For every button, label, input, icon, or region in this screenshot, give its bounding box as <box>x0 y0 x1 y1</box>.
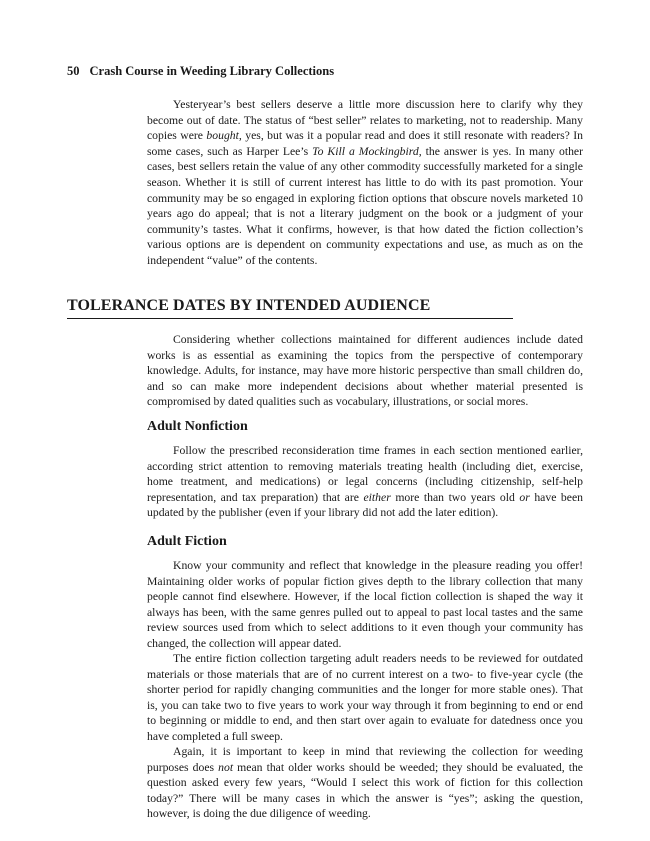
nonfiction-italic-1: either <box>363 490 391 504</box>
intro-text-3: the answer is yes. In many other cases, best sellers retain the value of any other commodity successfully marketed for a single season. Whether it is still of current interest has little to do with its past promotion. Your community may be so engaged in exploring fiction options that obscure novels marketed 10 years ago do appeal; that is not a literary judgment on the book or a judgment of your community’s tastes. What it confirms, however, is that how dated the fiction collection’s various options are is dependent on community expectations and use, as much as on the independent “value” of the contents. <box>147 144 583 267</box>
nonfiction-text-2: more than two years old <box>390 490 520 504</box>
adult-fiction-paragraph-3 <box>147 744 583 822</box>
fiction-italic-3: not <box>218 760 234 774</box>
adult-fiction-paragraph-2 <box>147 651 583 745</box>
subhead-adult-fiction: Adult Fiction <box>147 534 227 549</box>
section-title: TOLERANCE DATES BY INTENDED AUDIENCE <box>67 297 431 314</box>
fiction-text-3b: mean that older works should be weeded; they should be evaluated, the question asked every few years, “Would I select this work of fiction for this collection today?” There will be many cases in which the answer is “yes”; asking the question, however, is doing the due diligence of weeding. <box>147 760 583 821</box>
section-text: Considering whether collections maintained for different audiences include dated works is as essential as examining the topics from the perspective of contemporary knowledge. Adults, for instance, may have more historic perspective than small children do, and so can make more independent decisions about whether material presented is compromised by dated qualities such as vocabulary, illustrations, or social mores. <box>147 333 583 409</box>
fiction-text-2: The entire fiction collection targeting adult readers needs to be reviewed for outdated materials or those materials that are of no current interest on a two- to five-year cycle (the shorter period for rapidly changing communities and the longer for more stable ones). That is, you can take two to five years to work your way through it from beginning to end or end to beginning or middle to end, and then start over again to evaluate for datedness once you have completed a full sweep. <box>147 652 583 743</box>
intro-paragraph <box>147 97 583 269</box>
nonfiction-italic-2: or <box>519 490 530 504</box>
running-head <box>67 64 334 79</box>
intro-text-1: Yesteryear’s best sellers deserve a little more discussion here to clarify why they become out of date. The status of “best seller” relates to marketing, not to readership. Many copies were <box>147 98 583 143</box>
intro-italic-1: bought, <box>206 129 242 143</box>
fiction-text-3a: Again, it is important to keep in mind that reviewing the collection for weeding purposes does <box>147 745 583 774</box>
book-title: Crash Course in Weeding Library Collections <box>89 64 335 78</box>
section-paragraph <box>147 332 583 410</box>
intro-text-2: yes, but was it a popular read and does it still resonate with readers? In some cases, such as Harper Lee’s <box>147 129 583 158</box>
adult-fiction-paragraph-1 <box>147 558 583 652</box>
section-rule <box>67 318 513 319</box>
nonfiction-text-3: have been updated by the publisher (even if your library did not add the later edition). <box>147 490 583 520</box>
page-number: 50 <box>67 64 80 78</box>
subhead-adult-nonfiction: Adult Nonfiction <box>147 419 248 434</box>
adult-nonfiction-paragraph <box>147 443 583 521</box>
fiction-text-1: Know your community and reflect that knowledge in the pleasure reading you offer! Maintaining older works of popular fiction gives depth to the library collection that many people cannot find elsewhere. However, if the local fiction collection is shaped the way it always has been, with the same genres pulled out to appeal to past local tastes and the same review sources used from which to select additions to it even though your community has changed, the collection will appear dated. <box>147 559 583 650</box>
nonfiction-text-1: Follow the prescribed reconsideration time frames in each section mentioned earlier, according strict attention to removing materials treating health (including diet, exercise, home treatment, and medications) or legal concerns (including citizenship, self-help representation, and tax preparation) that are <box>147 444 583 504</box>
intro-italic-2: To Kill a Mockingbird, <box>312 144 422 158</box>
